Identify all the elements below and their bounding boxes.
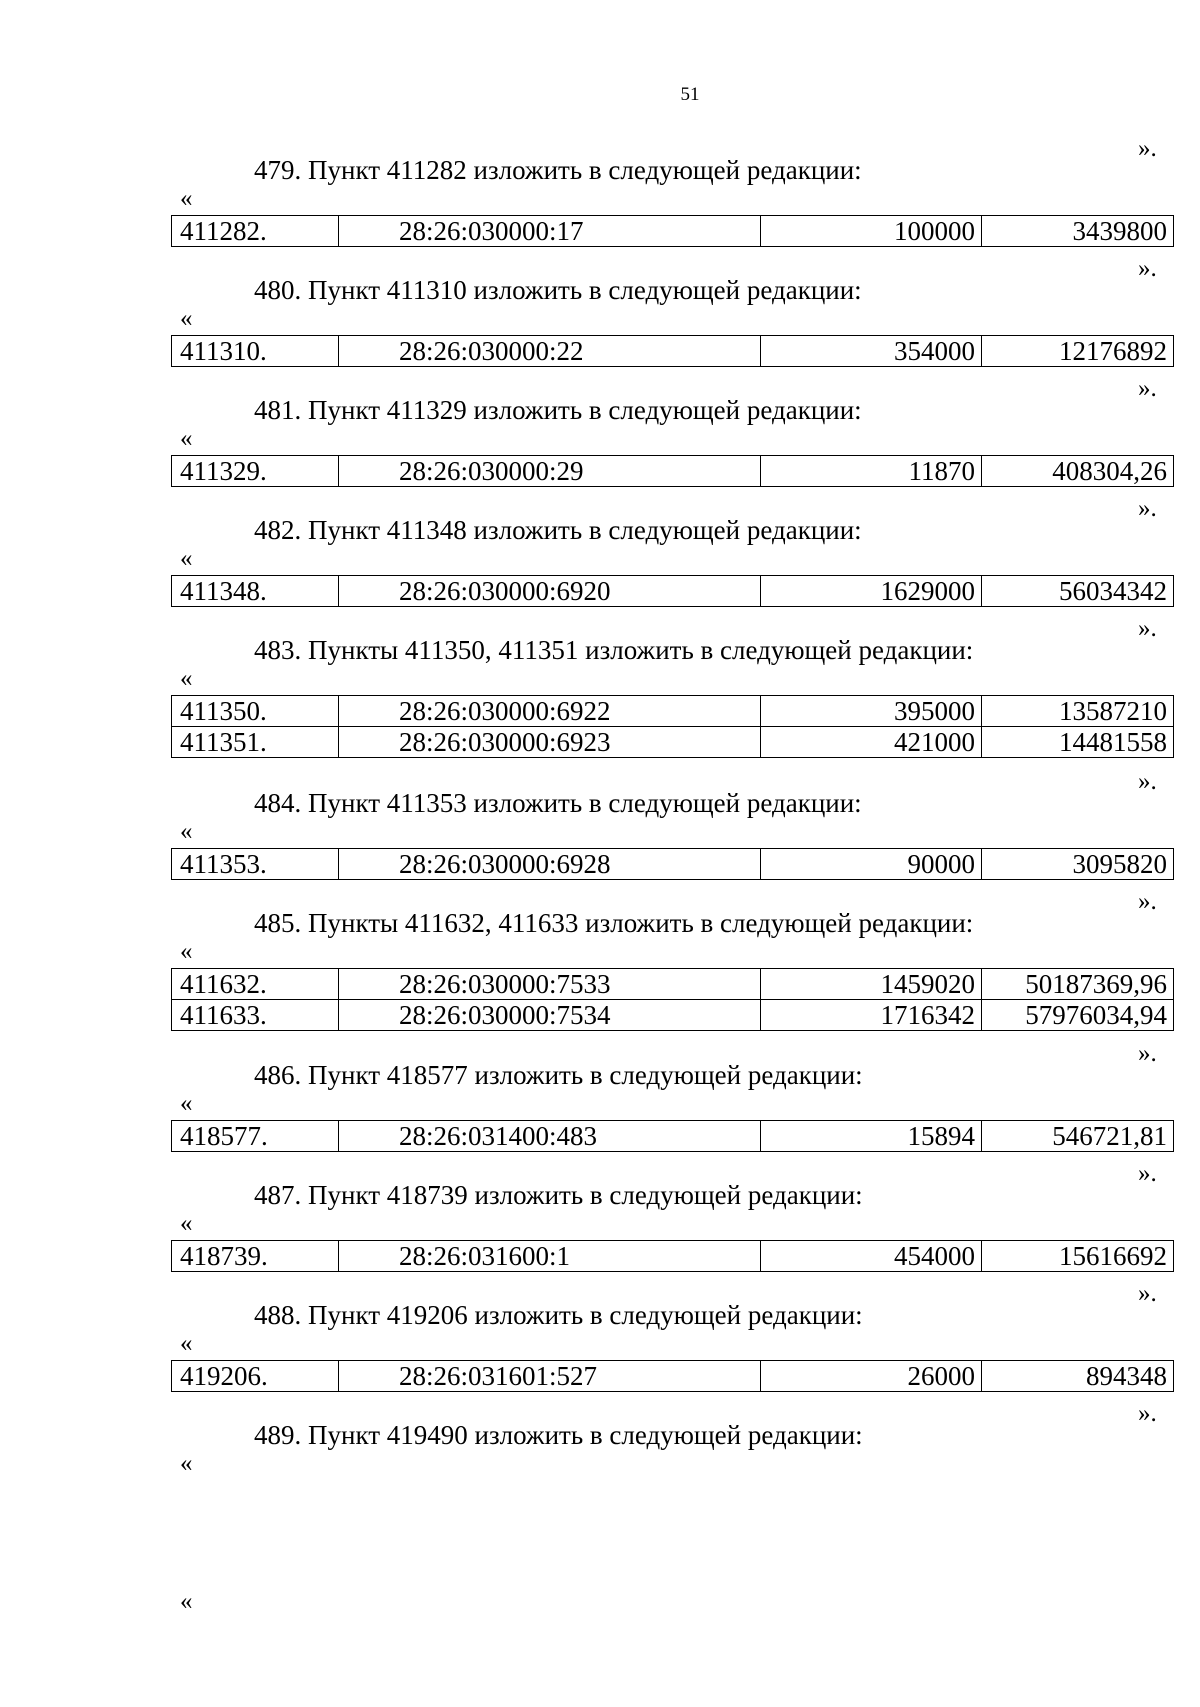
amendment-heading: 485. Пункты 411632, 411633 изложить в следующей редакции: xyxy=(254,908,974,938)
cadastral-number-cell: 28:26:031400:483 xyxy=(339,1121,761,1152)
area-cell: 26000 xyxy=(761,1361,982,1392)
item-number-cell: 411633. xyxy=(172,1000,339,1031)
entry-table xyxy=(171,695,1174,758)
opening-quote: « xyxy=(180,938,193,965)
opening-quote: « xyxy=(180,545,193,572)
item-number-cell: 411353. xyxy=(172,849,339,880)
cadastral-number-cell: 28:26:030000:6928 xyxy=(339,849,761,880)
area-cell: 11870 xyxy=(761,456,982,487)
item-number-cell: 418577. xyxy=(172,1121,339,1152)
value-cell: 14481558 xyxy=(982,727,1174,758)
opening-quote: « xyxy=(180,665,193,692)
value-cell: 50187369,96 xyxy=(982,969,1174,1000)
cadastral-number-cell: 28:26:030000:6920 xyxy=(339,576,761,607)
closing-quote: ». xyxy=(1138,495,1157,522)
amendment-heading: 489. Пункт 419490 изложить в следующей редакции: xyxy=(254,1420,863,1450)
cadastral-number-cell: 28:26:030000:6922 xyxy=(339,696,761,727)
table-row xyxy=(172,696,1174,727)
cadastral-number-cell: 28:26:031600:1 xyxy=(339,1241,761,1272)
item-number-cell: 411310. xyxy=(172,336,339,367)
item-number-cell: 418739. xyxy=(172,1241,339,1272)
closing-quote: ». xyxy=(1138,768,1157,795)
item-number-cell: 419206. xyxy=(172,1361,339,1392)
value-cell: 15616692 xyxy=(982,1241,1174,1272)
value-cell: 13587210 xyxy=(982,696,1174,727)
entry-table xyxy=(171,215,1174,247)
opening-quote: « xyxy=(180,818,193,845)
area-cell: 421000 xyxy=(761,727,982,758)
entry-table xyxy=(171,455,1174,487)
closing-quote: ». xyxy=(1138,1160,1157,1187)
cadastral-number-cell: 28:26:031601:527 xyxy=(339,1361,761,1392)
opening-quote: « xyxy=(180,1588,193,1615)
entry-table xyxy=(171,848,1174,880)
item-number-cell: 411351. xyxy=(172,727,339,758)
area-cell: 15894 xyxy=(761,1121,982,1152)
amendment-heading: 486. Пункт 418577 изложить в следующей редакции: xyxy=(254,1060,863,1090)
page-number: 51 xyxy=(680,84,700,105)
area-cell: 100000 xyxy=(761,216,982,247)
closing-quote: ». xyxy=(1138,1040,1157,1067)
area-cell: 1716342 xyxy=(761,1000,982,1031)
closing-quote: ». xyxy=(1138,1280,1157,1307)
item-number-cell: 411348. xyxy=(172,576,339,607)
cadastral-number-cell: 28:26:030000:22 xyxy=(339,336,761,367)
table-row xyxy=(172,456,1174,487)
amendment-heading: 487. Пункт 418739 изложить в следующей редакции: xyxy=(254,1180,863,1210)
opening-quote: « xyxy=(180,425,193,452)
value-cell: 56034342 xyxy=(982,576,1174,607)
closing-quote: ». xyxy=(1138,888,1157,915)
closing-quote: ». xyxy=(1138,1400,1157,1427)
amendment-heading: 483. Пункты 411350, 411351 изложить в следующей редакции: xyxy=(254,635,974,665)
value-cell: 3095820 xyxy=(982,849,1174,880)
table-row xyxy=(172,1241,1174,1272)
closing-quote: ». xyxy=(1138,375,1157,402)
opening-quote: « xyxy=(180,1330,193,1357)
table-row xyxy=(172,849,1174,880)
amendment-heading: 488. Пункт 419206 изложить в следующей редакции: xyxy=(254,1300,863,1330)
amendment-heading: 480. Пункт 411310 изложить в следующей редакции: xyxy=(254,275,862,305)
closing-quote: ». xyxy=(1138,615,1157,642)
cadastral-number-cell: 28:26:030000:6923 xyxy=(339,727,761,758)
value-cell: 57976034,94 xyxy=(982,1000,1174,1031)
entry-table xyxy=(171,968,1174,1031)
amendment-heading: 479. Пункт 411282 изложить в следующей редакции: xyxy=(254,155,862,185)
area-cell: 90000 xyxy=(761,849,982,880)
opening-quote: « xyxy=(180,305,193,332)
entry-table xyxy=(171,575,1174,607)
table-row xyxy=(172,576,1174,607)
cadastral-number-cell: 28:26:030000:7533 xyxy=(339,969,761,1000)
value-cell: 12176892 xyxy=(982,336,1174,367)
value-cell: 3439800 xyxy=(982,216,1174,247)
cadastral-number-cell: 28:26:030000:7534 xyxy=(339,1000,761,1031)
area-cell: 1459020 xyxy=(761,969,982,1000)
opening-quote: « xyxy=(180,1450,193,1477)
area-cell: 395000 xyxy=(761,696,982,727)
value-cell: 546721,81 xyxy=(982,1121,1174,1152)
table-row xyxy=(172,1121,1174,1152)
table-row xyxy=(172,336,1174,367)
cadastral-number-cell: 28:26:030000:17 xyxy=(339,216,761,247)
amendment-heading: 482. Пункт 411348 изложить в следующей редакции: xyxy=(254,515,862,545)
cadastral-number-cell: 28:26:030000:29 xyxy=(339,456,761,487)
opening-quote: « xyxy=(180,1210,193,1237)
table-row xyxy=(172,969,1174,1000)
table-row xyxy=(172,1361,1174,1392)
area-cell: 454000 xyxy=(761,1241,982,1272)
closing-quote: ». xyxy=(1138,255,1157,282)
table-row xyxy=(172,727,1174,758)
area-cell: 1629000 xyxy=(761,576,982,607)
opening-quote: « xyxy=(180,1090,193,1117)
amendment-heading: 484. Пункт 411353 изложить в следующей редакции: xyxy=(254,788,862,818)
entry-table xyxy=(171,1120,1174,1152)
amendment-heading: 481. Пункт 411329 изложить в следующей редакции: xyxy=(254,395,862,425)
closing-quote: ». xyxy=(1138,135,1157,162)
opening-quote: « xyxy=(180,185,193,212)
value-cell: 408304,26 xyxy=(982,456,1174,487)
item-number-cell: 411329. xyxy=(172,456,339,487)
entry-table xyxy=(171,1240,1174,1272)
item-number-cell: 411632. xyxy=(172,969,339,1000)
entry-table xyxy=(171,1360,1174,1392)
table-row xyxy=(172,1000,1174,1031)
table-row xyxy=(172,216,1174,247)
entry-table xyxy=(171,335,1174,367)
value-cell: 894348 xyxy=(982,1361,1174,1392)
area-cell: 354000 xyxy=(761,336,982,367)
item-number-cell: 411350. xyxy=(172,696,339,727)
item-number-cell: 411282. xyxy=(172,216,339,247)
